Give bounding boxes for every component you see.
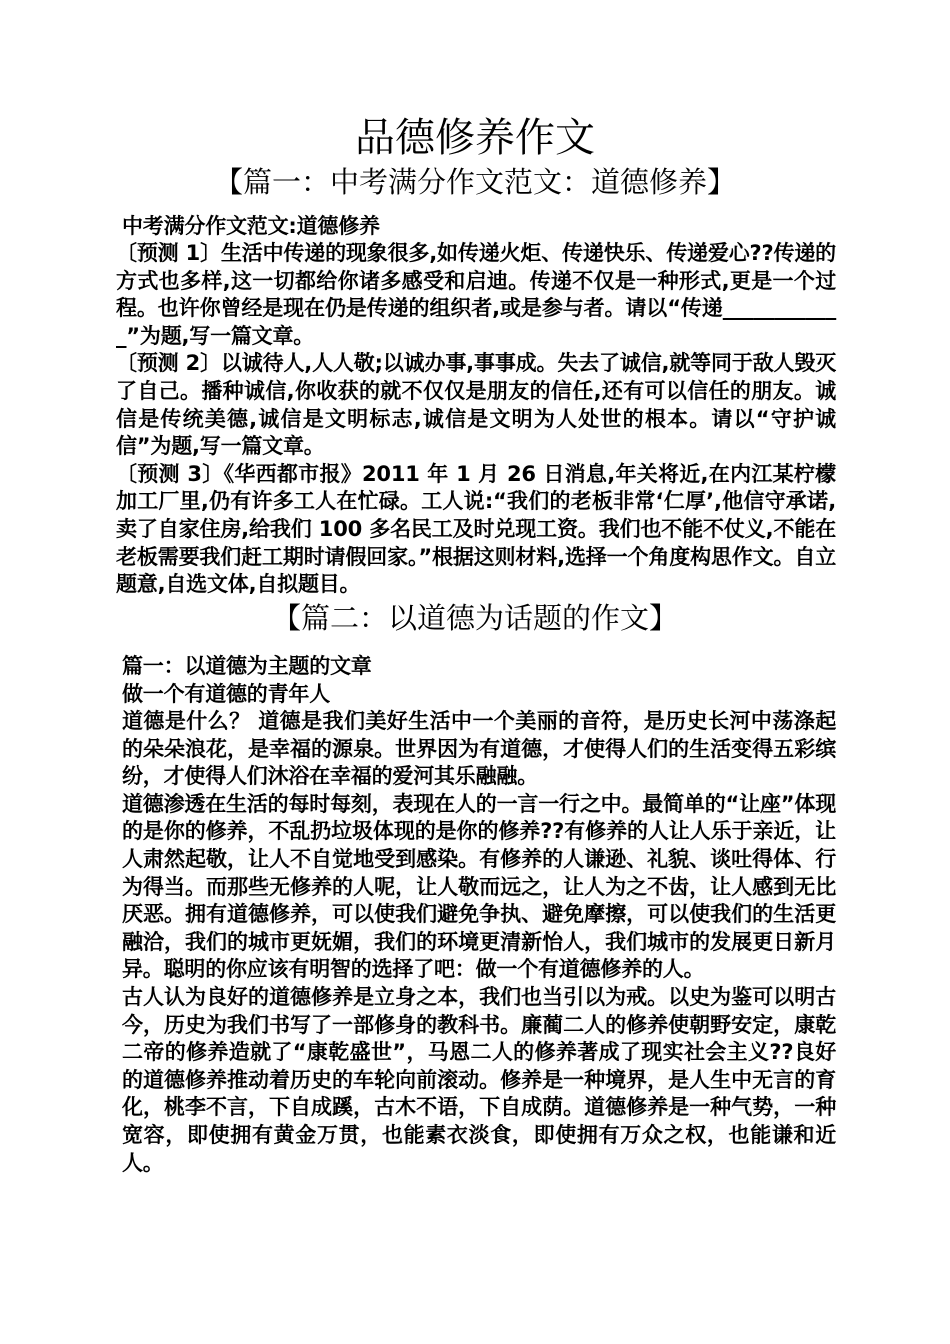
- paragraph: 道德渗透在生活的每时每刻，表现在人的一言一行之中。最简单的“让座”体现的是你的修养，不乱扔垃圾体现的是你的修养??有修养的人让人乐于亲近，让人肃然起敬，让人不自觉地受到感染。有修养的人谦逊、礼貌、谈吐得体、行为得当。而那些无修养的人呢，让人敬而远之，让人为之不齿，让人感到无比厌恶。拥有道德修养，可以使我们避免争执、避免摩擦，可以使我们的生活更融洽，我们的城市更妩媚，我们的环境更清新怡人，我们城市的发展更日新月异。聪明的你应该有明智的选择了吧：做一个有道德修养的人。: [122, 791, 836, 982]
- section-body-2: [116, 652, 836, 1177]
- paragraph: 〔预测 1〕生活中传递的现象很多,如传递火炬、传递快乐、传递爱心??传递的方式也多样,这一切都给你诸多感受和启迪。传递不仅是一种形式,更是一个过程。也许你曾经是现在仍是传递的组织者,或是参与者。请以“传递____________”为题,写一篇文章。: [116, 241, 836, 348]
- section-heading-2: 【篇二：以道德为话题的作文】: [271, 601, 678, 635]
- paragraph: 古人认为良好的道德修养是立身之本，我们也当引以为戒。以史为鉴可以明古今，历史为我们书写了一部修身的教科书。廉蔺二人的修养使朝野安定，康乾二帝的修养造就了“康乾盛世”，马恩二人的修养著成了现实社会主义??良好的道德修养推动着历史的车轮向前滚动。修养是一种境界，是人生中无言的育化，桃李不言，下自成蹊，古木不语，下自成荫。道德修养是一种气势，一种宽容，即使拥有黄金万贯，也能素衣淡食，即使拥有万众之权，也能谦和近人。: [122, 984, 836, 1175]
- section-heading-1: 【篇一：中考满分作文范文：道德修养】: [213, 165, 736, 199]
- section-body-1: [116, 212, 836, 599]
- article-title: 做一个有道德的青年人: [122, 682, 330, 706]
- paragraph: 〔预测 2〕以诚待人,人人敬;以诚办事,事事成。失去了诚信,就等同于敌人毁灭了自己。播种诚信,你收获的就不仅仅是朋友的信任,还有可以信任的朋友。诚信是传统美德,诚信是文明标志,诚信是文明为人处世的根本。请以“守护诚信”为题,写一篇文章。: [116, 351, 836, 459]
- document-title: 品德修养作文: [355, 115, 595, 161]
- paragraph: 〔预测 3〕《华西都市报》2011 年 1 月 26 日消息,年关将近,在内江某柠檬加工厂里,仍有许多工人在忙碌。工人说:“我们的老板非常‘仁厚’,他信守承诺,卖了自家住房,给我们 100 多名民工及时兑现工资。我们也不能不仗义,不能在老板需要我们赶工期时请假回家。”根据这则材料,选择一个角度构思作文。自立题意,自选文体,自拟题目。: [116, 461, 836, 597]
- paragraph: 道德是什么？ 道德是我们美好生活中一个美丽的音符，是历史长河中荡涤起的朵朵浪花，是幸福的源泉。世界因为有道德，才使得人们的生活变得五彩缤纷，才使得人们沐浴在幸福的爱河其乐融融。: [122, 709, 836, 789]
- section-subtitle: 篇一：以道德为主题的文章: [122, 654, 372, 678]
- section-subtitle: 中考满分作文范文:道德修养: [122, 214, 380, 238]
